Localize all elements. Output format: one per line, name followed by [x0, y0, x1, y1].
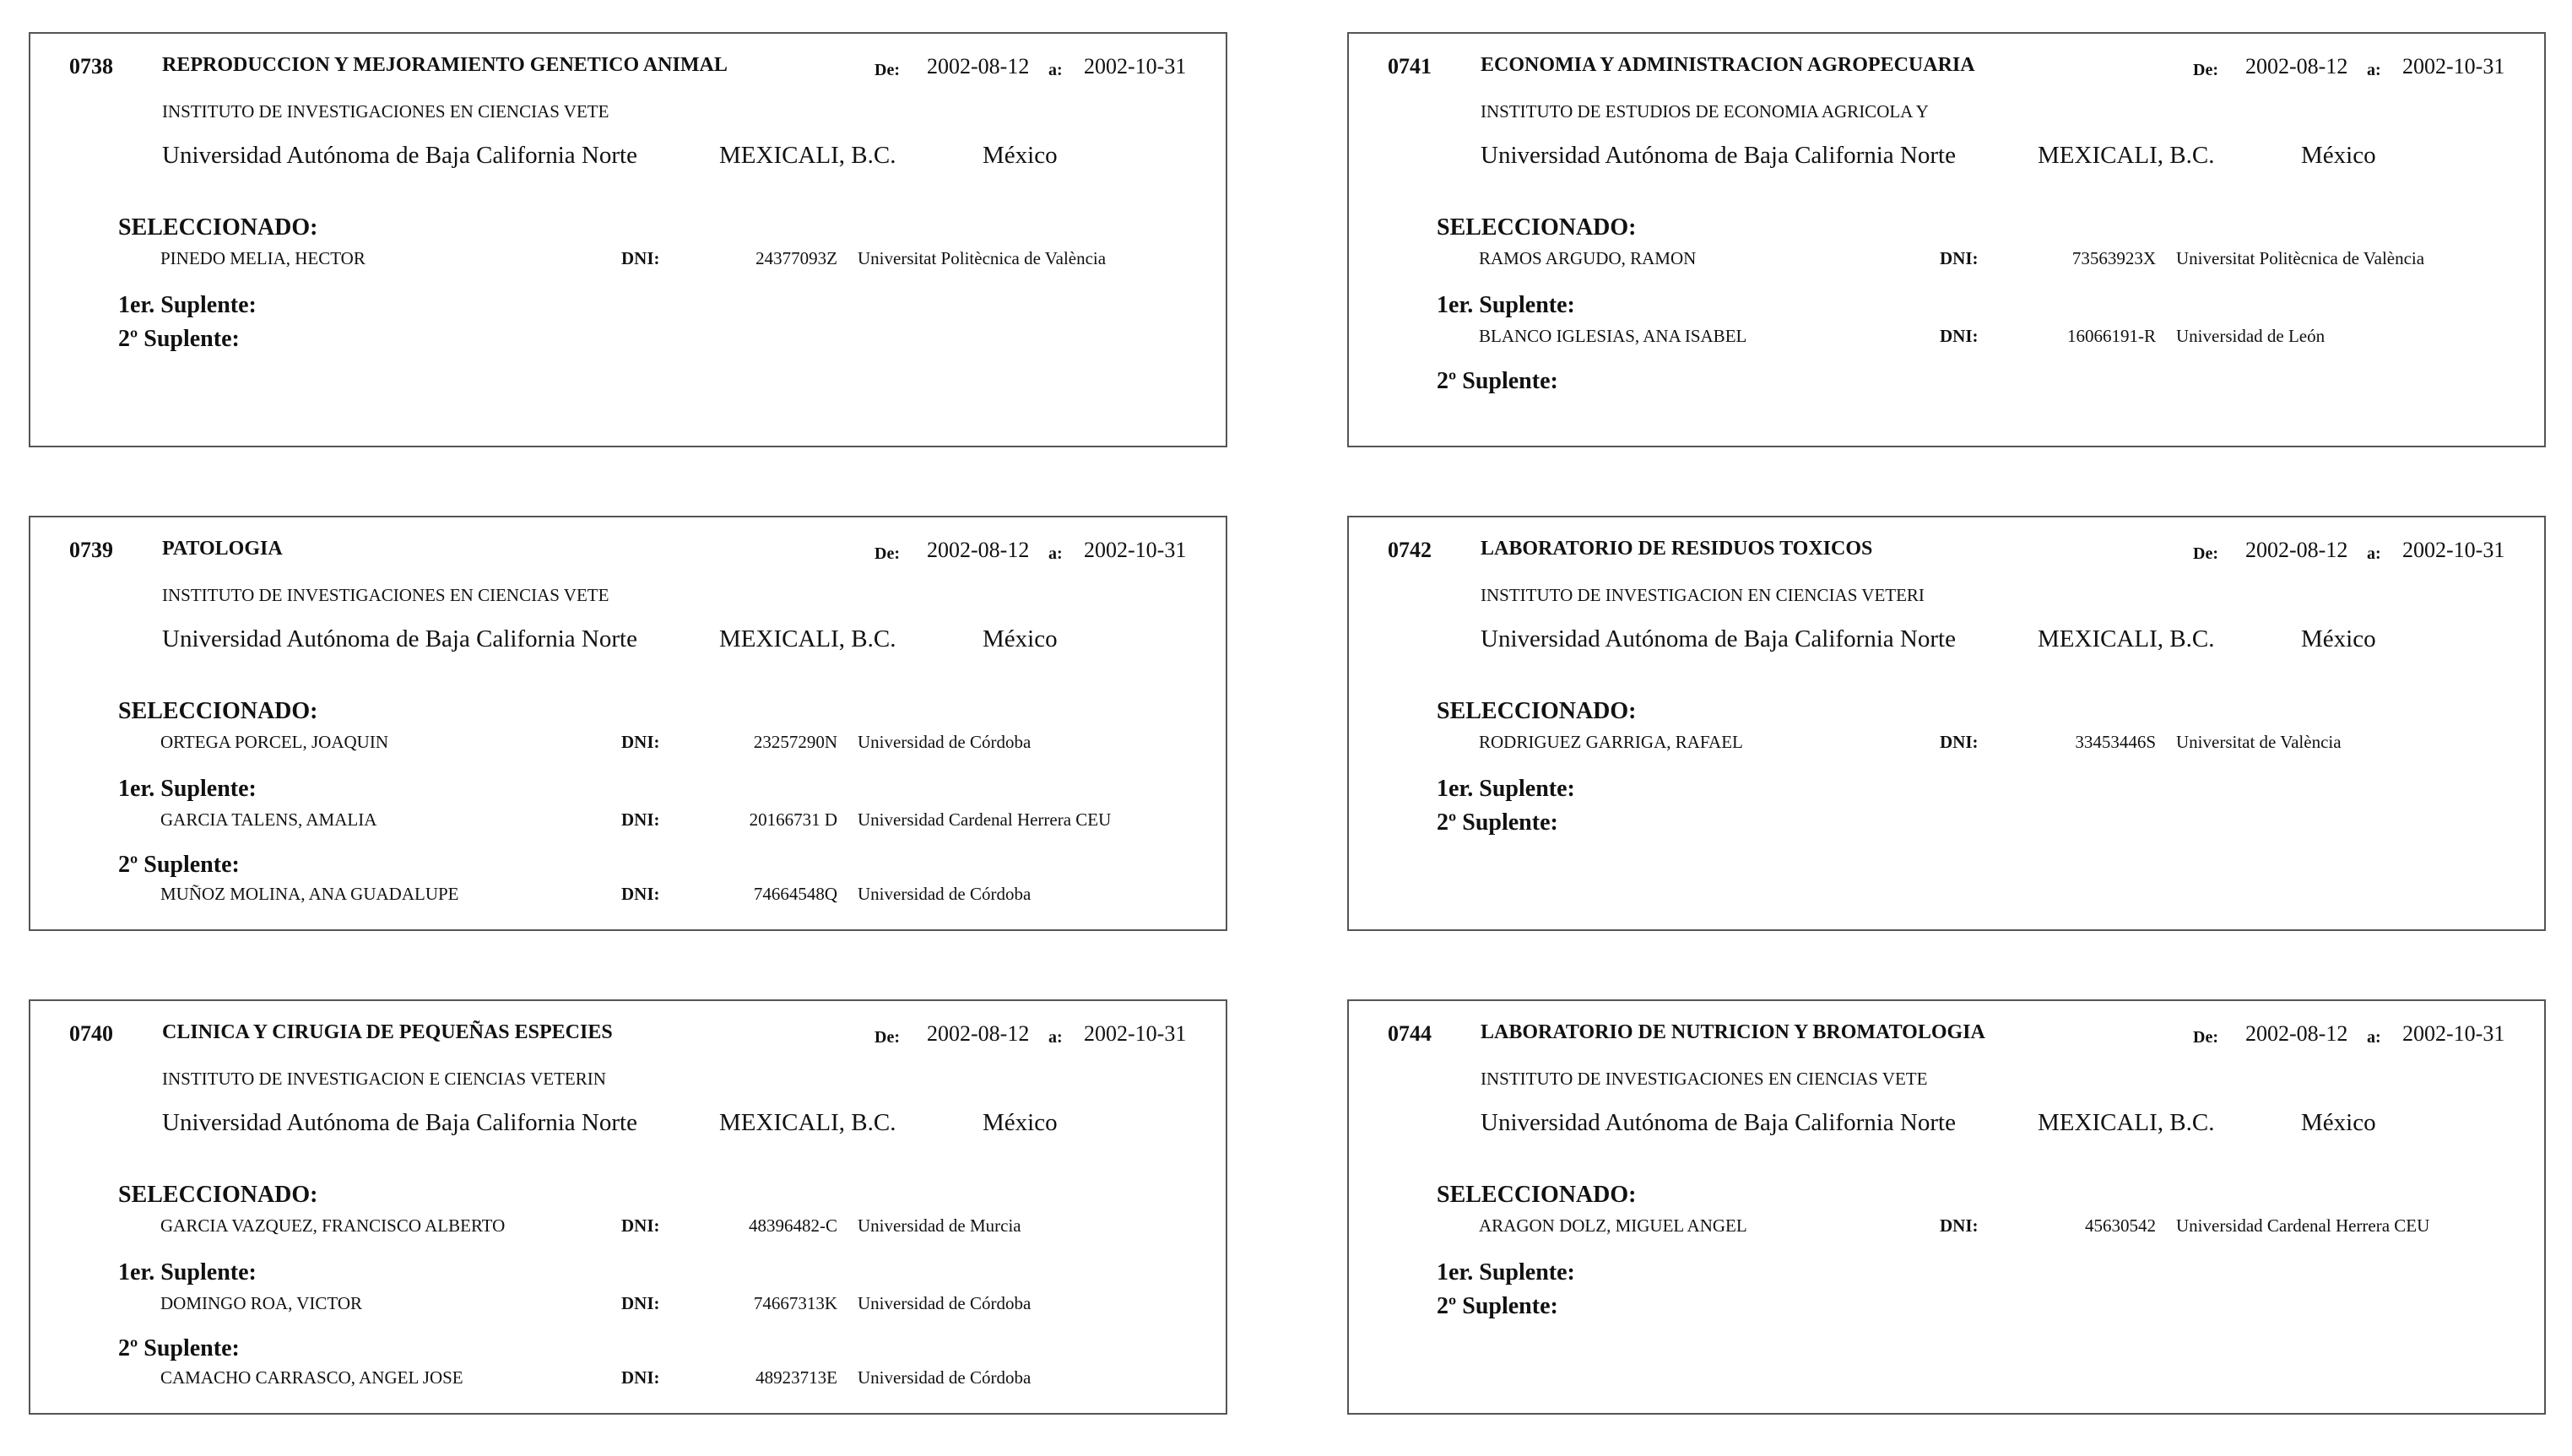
seleccionado-label: SELECCIONADO: — [1437, 214, 1637, 241]
seleccionado-university: Universitat Politècnica de València — [858, 248, 1107, 268]
card-title: LABORATORIO DE RESIDUOS TOXICOS — [1481, 538, 1873, 560]
seleccionado-dni: 73563923X — [2071, 248, 2156, 268]
card-code: 0738 — [69, 54, 113, 78]
date-from-label: De: — [874, 544, 900, 563]
institute-name: INSTITUTO DE INVESTIGACIONES EN CIENCIAS VETE — [162, 101, 609, 122]
date-from-label: De: — [874, 61, 900, 79]
institute-name: INSTITUTO DE INVESTIGACION E CIENCIAS VETERIN — [162, 1069, 606, 1089]
suplente2-label: 2º Suplente: — [1437, 368, 1558, 394]
date-to: 2002-10-31 — [2402, 54, 2505, 78]
institute-name: INSTITUTO DE INVESTIGACION EN CIENCIAS VETERI — [1481, 585, 1925, 605]
suplente1-label: 1er. Suplente: — [118, 1259, 257, 1286]
dni-label: DNI: — [621, 809, 660, 830]
date-from: 2002-08-12 — [927, 1021, 1030, 1046]
dni-label: DNI: — [621, 1215, 660, 1236]
host-city: MEXICALI, B.C. — [719, 625, 896, 652]
date-from-label: De: — [874, 1028, 900, 1047]
card-code: 0742 — [1388, 538, 1432, 562]
date-to-label: a: — [2367, 61, 2381, 79]
suplente1-label: 1er. Suplente: — [1437, 776, 1575, 802]
suplente1-label: 1er. Suplente: — [1437, 1259, 1575, 1286]
date-from: 2002-08-12 — [927, 54, 1030, 78]
suplente2-name: CAMACHO CARRASCO, ANGEL JOSE — [160, 1367, 463, 1388]
seleccionado-dni: 33453446S — [2075, 732, 2156, 752]
seleccionado-name: GARCIA VAZQUEZ, FRANCISCO ALBERTO — [160, 1215, 506, 1236]
date-to: 2002-10-31 — [1084, 54, 1187, 78]
placement-card — [1347, 32, 2546, 447]
card-title: LABORATORIO DE NUTRICION Y BROMATOLOGIA — [1481, 1021, 1985, 1043]
seleccionado-label: SELECCIONADO: — [1437, 698, 1637, 724]
card-title: ECONOMIA Y ADMINISTRACION AGROPECUARIA — [1481, 54, 1975, 76]
seleccionado-university: Universidad de Murcia — [858, 1215, 1021, 1236]
dni-label: DNI: — [1940, 732, 1979, 752]
suplente1-label: 1er. Suplente: — [1437, 292, 1575, 318]
date-to: 2002-10-31 — [2402, 1021, 2505, 1046]
seleccionado-university: Universitat Politècnica de València — [2176, 248, 2425, 268]
suplente2-label: 2º Suplente: — [1437, 809, 1558, 836]
placement-card — [29, 516, 1227, 931]
card-code: 0741 — [1388, 54, 1432, 78]
host-country: México — [2301, 625, 2376, 652]
institute-name: INSTITUTO DE INVESTIGACIONES EN CIENCIAS VETE — [162, 585, 609, 605]
dni-label: DNI: — [621, 1293, 660, 1313]
institute-name: INSTITUTO DE INVESTIGACIONES EN CIENCIAS VETE — [1481, 1069, 1928, 1089]
host-city: MEXICALI, B.C. — [719, 142, 896, 169]
suplente2-dni: 74664548Q — [753, 884, 837, 904]
date-from: 2002-08-12 — [927, 538, 1030, 562]
host-city: MEXICALI, B.C. — [2038, 142, 2215, 169]
date-to-label: a: — [1048, 61, 1063, 79]
host-country: México — [983, 1109, 1058, 1136]
card-code: 0739 — [69, 538, 113, 562]
host-country: México — [2301, 1109, 2376, 1136]
seleccionado-name: ORTEGA PORCEL, JOAQUIN — [160, 732, 388, 752]
seleccionado-name: ARAGON DOLZ, MIGUEL ANGEL — [1479, 1215, 1747, 1236]
suplente2-label: 2º Suplente: — [1437, 1293, 1558, 1319]
dni-label: DNI: — [621, 732, 660, 752]
suplente2-label: 2º Suplente: — [118, 852, 240, 878]
seleccionado-dni: 48396482-C — [749, 1215, 837, 1236]
host-country: México — [983, 142, 1058, 169]
suplente1-label: 1er. Suplente: — [118, 292, 257, 318]
seleccionado-name: RODRIGUEZ GARRIGA, RAFAEL — [1479, 732, 1743, 752]
seleccionado-name: PINEDO MELIA, HECTOR — [160, 248, 365, 268]
seleccionado-label: SELECCIONADO: — [118, 214, 318, 241]
suplente1-name: GARCIA TALENS, AMALIA — [160, 809, 377, 830]
suplente2-label: 2º Suplente: — [118, 326, 240, 352]
date-from: 2002-08-12 — [2245, 538, 2348, 562]
placement-card — [1347, 999, 2546, 1415]
host-university: Universidad Autónoma de Baja California Norte — [1481, 625, 1956, 652]
date-to-label: a: — [2367, 1028, 2381, 1047]
seleccionado-university: Universitat de València — [2176, 732, 2342, 752]
date-from-label: De: — [2193, 544, 2218, 563]
seleccionado-university: Universidad de Córdoba — [858, 732, 1032, 752]
placement-card — [29, 32, 1227, 447]
card-code: 0740 — [69, 1021, 113, 1046]
date-to: 2002-10-31 — [1084, 538, 1187, 562]
card-title: CLINICA Y CIRUGIA DE PEQUEÑAS ESPECIES — [162, 1021, 613, 1043]
dni-label: DNI: — [1940, 326, 1979, 346]
date-to-label: a: — [1048, 544, 1063, 563]
host-city: MEXICALI, B.C. — [2038, 625, 2215, 652]
suplente1-university: Universidad de Córdoba — [858, 1293, 1032, 1313]
host-university: Universidad Autónoma de Baja California Norte — [162, 142, 637, 169]
seleccionado-dni: 23257290N — [753, 732, 837, 752]
card-title: REPRODUCCION Y MEJORAMIENTO GENETICO ANIMAL — [162, 54, 728, 76]
institute-name: INSTITUTO DE ESTUDIOS DE ECONOMIA AGRICOLA Y — [1481, 101, 1929, 122]
dni-label: DNI: — [1940, 248, 1979, 268]
placement-card — [29, 999, 1227, 1415]
host-university: Universidad Autónoma de Baja California Norte — [162, 1109, 637, 1136]
seleccionado-dni: 45630542 — [2085, 1215, 2156, 1236]
host-university: Universidad Autónoma de Baja California Norte — [1481, 142, 1956, 169]
suplente1-label: 1er. Suplente: — [118, 776, 257, 802]
suplente1-dni: 74667313K — [753, 1293, 837, 1313]
suplente1-dni: 16066191-R — [2067, 326, 2156, 346]
suplente1-name: DOMINGO ROA, VICTOR — [160, 1293, 362, 1313]
suplente2-label: 2º Suplente: — [118, 1335, 240, 1361]
host-university: Universidad Autónoma de Baja California Norte — [1481, 1109, 1956, 1136]
suplente2-university: Universidad de Córdoba — [858, 1367, 1032, 1388]
seleccionado-dni: 24377093Z — [755, 248, 837, 268]
suplente1-dni: 20166731 D — [749, 809, 837, 830]
date-from: 2002-08-12 — [2245, 1021, 2348, 1046]
host-city: MEXICALI, B.C. — [719, 1109, 896, 1136]
date-to: 2002-10-31 — [2402, 538, 2505, 562]
dni-label: DNI: — [621, 884, 660, 904]
suplente1-university: Universidad Cardenal Herrera CEU — [858, 809, 1112, 830]
date-to-label: a: — [1048, 1028, 1063, 1047]
dni-label: DNI: — [621, 1367, 660, 1388]
seleccionado-label: SELECCIONADO: — [1437, 1182, 1637, 1208]
dni-label: DNI: — [621, 248, 660, 268]
placement-card — [1347, 516, 2546, 931]
card-code: 0744 — [1388, 1021, 1432, 1046]
date-from-label: De: — [2193, 1028, 2218, 1047]
date-from-label: De: — [2193, 61, 2218, 79]
seleccionado-name: RAMOS ARGUDO, RAMON — [1479, 248, 1697, 268]
host-country: México — [983, 625, 1058, 652]
seleccionado-label: SELECCIONADO: — [118, 698, 318, 724]
dni-label: DNI: — [1940, 1215, 1979, 1236]
date-to: 2002-10-31 — [1084, 1021, 1187, 1046]
host-country: México — [2301, 142, 2376, 169]
suplente2-university: Universidad de Córdoba — [858, 884, 1032, 904]
host-city: MEXICALI, B.C. — [2038, 1109, 2215, 1136]
suplente2-dni: 48923713E — [755, 1367, 837, 1388]
suplente1-name: BLANCO IGLESIAS, ANA ISABEL — [1479, 326, 1747, 346]
card-title: PATOLOGIA — [162, 538, 283, 560]
date-from: 2002-08-12 — [2245, 54, 2348, 78]
date-to-label: a: — [2367, 544, 2381, 563]
suplente2-name: MUÑOZ MOLINA, ANA GUADALUPE — [160, 884, 459, 904]
seleccionado-label: SELECCIONADO: — [118, 1182, 318, 1208]
host-university: Universidad Autónoma de Baja California Norte — [162, 625, 637, 652]
seleccionado-university: Universidad Cardenal Herrera CEU — [2176, 1215, 2430, 1236]
suplente1-university: Universidad de León — [2176, 326, 2326, 346]
